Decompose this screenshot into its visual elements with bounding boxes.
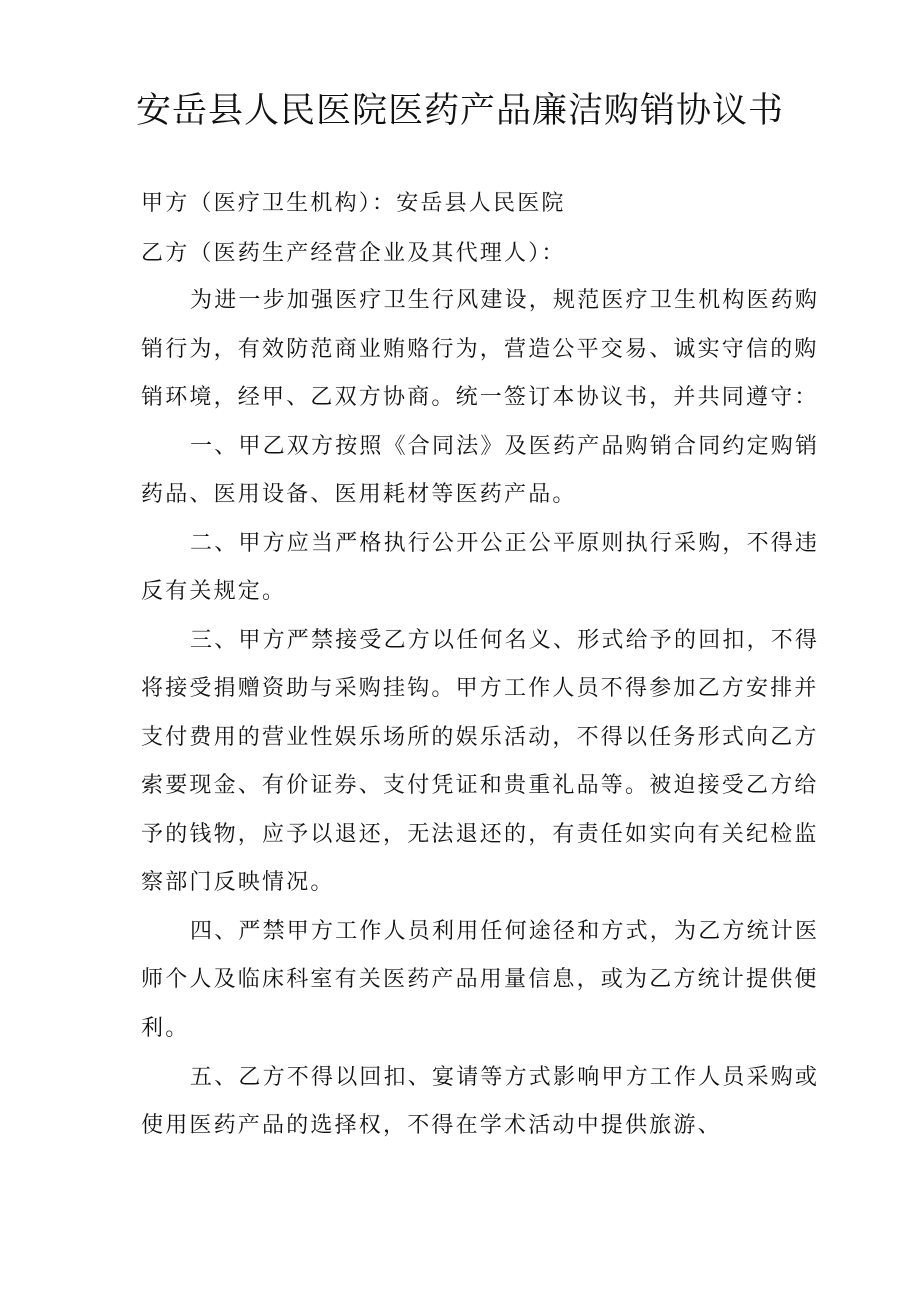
clause-3-line-5: 予的钱物，应予以退还，无法退还的，有责任如实向有关纪检监 xyxy=(141,822,819,847)
clause-4-line-2: 师个人及临床科室有关医药产品用量信息，或为乙方统计提供便 xyxy=(141,967,819,992)
clause-5-line-2: 使用医药产品的选择权，不得在学术活动中提供旅游、 xyxy=(141,1113,722,1138)
clause-2-line-1: 二、甲方应当严格执行公开公正公平原则执行采购，不得违 xyxy=(190,531,820,556)
clause-3-line-6: 察部门反映情况。 xyxy=(141,870,335,895)
clause-3-line-2: 将接受捐赠资助与采购挂钩。甲方工作人员不得参加乙方安排并 xyxy=(141,676,819,701)
preamble-line-1: 为进一步加强医疗卫生行风建设，规范医疗卫生机构医药购 xyxy=(190,288,820,313)
clause-3-line-4: 索要现金、有价证券、支付凭证和贵重礼品等。被迫接受乙方给 xyxy=(141,773,819,798)
clause-3-line-3: 支付费用的营业性娱乐场所的娱乐活动，不得以任务形式向乙方 xyxy=(141,725,819,750)
clause-1-line-2: 药品、医用设备、医用耗材等医药产品。 xyxy=(141,482,577,507)
clause-2-line-2: 反有关规定。 xyxy=(141,579,287,604)
party-a-line: 甲方（医疗卫生机构）：安岳县人民医院 xyxy=(141,191,566,216)
clause-3-line-1: 三、甲方严禁接受乙方以任何名义、形式给予的回扣，不得 xyxy=(190,628,820,653)
party-b-line: 乙方（医药生产经营企业及其代理人）： xyxy=(141,241,566,266)
clause-4-line-3: 利。 xyxy=(141,1016,190,1041)
preamble-line-2: 销行为，有效防范商业贿赂行为，营造公平交易、诚实守信的购 xyxy=(141,337,819,362)
clause-5-line-1: 五、乙方不得以回扣、宴请等方式影响甲方工作人员采购或 xyxy=(190,1065,820,1090)
preamble-line-3: 销环境，经甲、乙双方协商。统一签订本协议书，并共同遵守： xyxy=(141,385,819,410)
clause-4-line-1: 四、严禁甲方工作人员利用任何途径和方式，为乙方统计医 xyxy=(190,919,820,944)
clause-1-line-1: 一、甲乙双方按照《合同法》及医药产品购销合同约定购销 xyxy=(190,434,820,459)
document-title: 安岳县人民医院医药产品廉洁购销协议书 xyxy=(135,91,784,131)
